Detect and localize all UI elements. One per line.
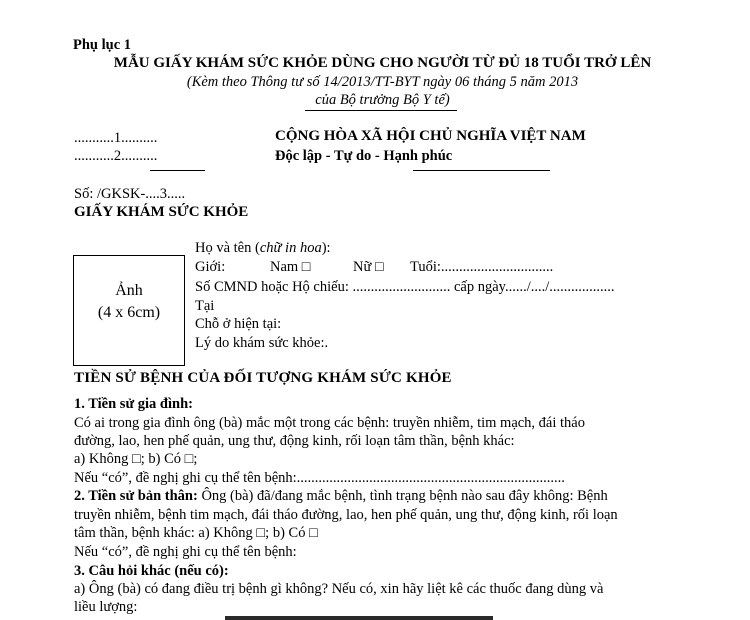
- photo-size: (4 x 6cm): [97, 304, 161, 321]
- personal-history-answer[interactable]: tâm thần, bệnh khác: a) Không □; b) Có □: [74, 525, 318, 541]
- page-bottom-edge: [225, 616, 493, 620]
- photo-placeholder: [73, 255, 185, 366]
- issued-at-field[interactable]: Tại: [195, 298, 215, 314]
- family-history-if-yes[interactable]: Nếu “có”, đề nghị ghi cụ thể tên bệnh:..........................................................................: [74, 470, 565, 486]
- family-history-question-1: Có ai trong gia đình ông (bà) mắc một trong các bệnh: truyền nhiễm, tim mạch, đái tháo: [74, 415, 585, 431]
- other-questions-title: 3. Câu hỏi khác (nếu có):: [74, 563, 229, 579]
- family-history-answer[interactable]: a) Không □; b) Có □;: [74, 451, 198, 467]
- history-section-title: TIỀN SỬ BỆNH CỦA ĐỐI TƯỢNG KHÁM SỨC KHỎE: [74, 370, 452, 386]
- name-label: Họ và tên (: [195, 240, 260, 256]
- family-history-question-2: đường, lao, hen phế quản, ung thư, động kinh, rối loạn tâm thần, bệnh khác:: [74, 433, 515, 449]
- reason-field[interactable]: Lý do khám sức khỏe:.: [195, 335, 329, 351]
- form-subtitle-2: của Bộ trưởng Bộ Y tế): [315, 92, 450, 108]
- gender-male-checkbox[interactable]: Nam □: [270, 259, 311, 275]
- nation-motto: Độc lập - Tự do - Hạnh phúc: [275, 148, 453, 164]
- personal-history-title: 2. Tiền sử bản thân:: [74, 488, 198, 504]
- org-line-1: ...........1..........: [74, 130, 158, 146]
- residence-field[interactable]: Chỗ ở hiện tại:: [195, 316, 282, 332]
- personal-history-question-1: Ông (bà) đã/đang mắc bệnh, tình trạng bệnh nào sau đây không: Bệnh: [197, 488, 608, 504]
- doc-title: GIẤY KHÁM SỨC KHỎE: [74, 204, 249, 220]
- org-underline: [150, 170, 205, 171]
- motto-underline: [413, 170, 550, 171]
- photo-label: Ảnh: [115, 282, 143, 299]
- other-question-2[interactable]: liều lượng:: [74, 599, 138, 615]
- personal-history-line-1: [74, 488, 608, 505]
- org-line-2: ...........2..........: [74, 148, 158, 164]
- id-number-field[interactable]: Số CMND hoặc Hộ chiếu: ........................... cấp ngày....../..../..................: [195, 279, 615, 295]
- appendix-label: Phụ lục 1: [73, 37, 132, 53]
- personal-history-question-2: truyền nhiễm, bệnh tim mạch, đái tháo đường, lao, hen phế quản, ung thư, động kinh, rối loạn: [74, 507, 618, 523]
- name-field[interactable]: [195, 240, 331, 257]
- other-question-1: a) Ông (bà) có đang điều trị bệnh gì không? Nếu có, xin hãy liệt kê các thuốc đang dùng và: [74, 581, 604, 597]
- personal-history-if-yes[interactable]: Nếu “có”, đề nghị ghi cụ thể tên bệnh:: [74, 544, 297, 560]
- family-history-title: 1. Tiền sử gia đình:: [74, 396, 193, 412]
- doc-number: Số: /GKSK-....3.....: [74, 186, 186, 202]
- gender-female-checkbox[interactable]: Nữ □: [353, 259, 384, 275]
- age-field[interactable]: Tuổi:...............................: [410, 259, 554, 275]
- name-label-end: ):: [321, 240, 331, 256]
- gender-label: Giới:: [195, 259, 226, 275]
- nation-name: CỘNG HÒA XÃ HỘI CHỦ NGHĨA VIỆT NAM: [275, 128, 586, 144]
- form-title: MẪU GIẤY KHÁM SỨC KHỎE DÙNG CHO NGƯỜI TỪ ĐỦ 18 TUỔI TRỞ LÊN: [113, 55, 652, 71]
- form-subtitle-1: (Kèm theo Thông tư số 14/2013/TT-BYT ngày 06 tháng 5 năm 2013: [186, 74, 579, 90]
- name-label-italic: chữ in hoa: [259, 240, 322, 256]
- subtitle-underline: [305, 110, 457, 111]
